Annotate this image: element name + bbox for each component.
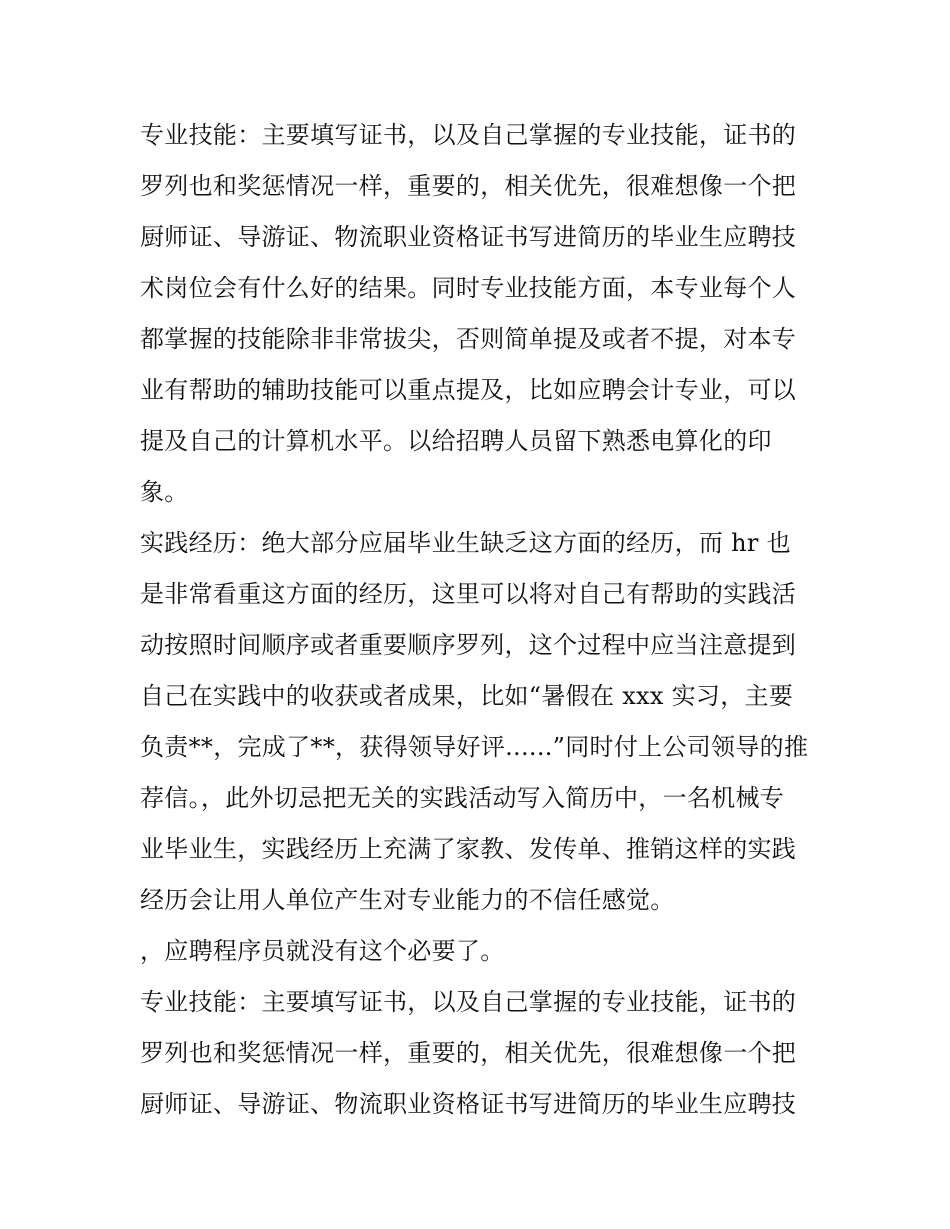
text-line: 厨师证、导游证、物流职业资格证书写进简历的毕业生应聘技	[140, 1090, 797, 1118]
text-line: 都掌握的技能除非非常拔尖，否则简单提及或者不提，对本专	[140, 325, 797, 353]
text-line: 象。	[140, 478, 189, 506]
text-line: 实践经历：绝大部分应届毕业生缺乏这方面的经历，而 hr 也	[140, 529, 791, 557]
text-line: 提及自己的计算机水平。以给招聘人员留下熟悉电算化的印	[140, 427, 772, 455]
text-line: 罗列也和奖惩情况一样，重要的，相关优先，很难想像一个把	[140, 1039, 797, 1067]
text-line: 专业技能：主要填写证书，以及自己掌握的专业技能，证书的	[140, 988, 797, 1016]
text-line: 厨师证、导游证、物流职业资格证书写进简历的毕业生应聘技	[140, 223, 797, 251]
text-line: 动按照时间顺序或者重要顺序罗列，这个过程中应当注意提到	[140, 631, 797, 659]
text-line: ，应聘程序员就没有这个必要了。	[140, 937, 505, 965]
text-line: 经历会让用人单位产生对专业能力的不信任感觉。	[140, 886, 675, 914]
text-line: 自己在实践中的收获或者成果，比如“暑假在 xxx 实习，主要	[140, 682, 794, 710]
text-line: 负责**，完成了**，获得领导好评......”同时付上公司领导的推	[140, 733, 809, 761]
text-line: 业毕业生，实践经历上充满了家教、发传单、推销这样的实践	[140, 835, 797, 863]
text-line: 术岗位会有什么好的结果。同时专业技能方面，本专业每个人	[140, 274, 797, 302]
text-line: 荐信。，此外切忌把无关的实践活动写入简历中，一名机械专	[140, 784, 785, 812]
document-body	[140, 110, 812, 1130]
text-line: 罗列也和奖惩情况一样，重要的，相关优先，很难想像一个把	[140, 172, 797, 200]
text-line: 业有帮助的辅助技能可以重点提及，比如应聘会计专业，可以	[140, 376, 797, 404]
text-line: 专业技能：主要填写证书，以及自己掌握的专业技能，证书的	[140, 121, 797, 149]
text-line: 是非常看重这方面的经历，这里可以将对自己有帮助的实践活	[140, 580, 797, 608]
